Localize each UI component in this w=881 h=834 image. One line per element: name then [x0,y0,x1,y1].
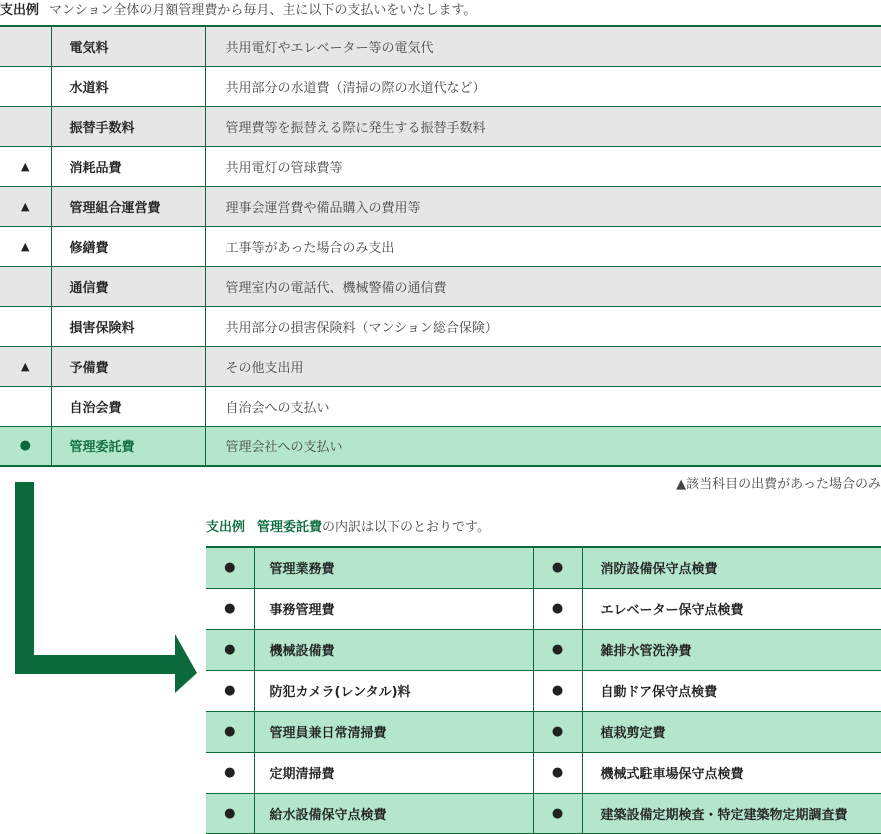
table-row [0,26,881,66]
bullet-icon: ● [533,629,582,670]
breakdown-item: 管理業務費 [254,547,533,588]
bullet-icon: ● [206,629,254,670]
row-item: 予備費 [51,346,205,386]
sub-heading [206,519,490,537]
row-mark: ▲ [0,226,51,266]
intro-text: マンション全体の月額管理費から毎月、主に以下の支払いをいたします。 [49,3,477,18]
bullet-icon: ● [206,752,254,793]
sub-heading-emph: 管理委託費 [257,520,323,535]
bullet-icon: ● [206,670,254,711]
table-row [206,588,881,629]
breakdown-item: 定期清掃費 [254,752,533,793]
bullet-icon: ● [533,670,582,711]
bullet-icon: ● [206,711,254,752]
breakdown-item: 雑排水管洗浄費 [582,629,881,670]
intro-lead: 支出例 [0,3,40,18]
bullet-icon: ● [533,793,582,834]
bullet-icon: ● [533,752,582,793]
table-row [0,426,881,466]
breakdown-item: 事務管理費 [254,588,533,629]
row-item: 振替手数料 [51,106,205,146]
row-mark [0,306,51,346]
breakdown-item: 消防設備保守点検費 [582,547,881,588]
breakdown-item: 植栽剪定費 [582,711,881,752]
table-row [0,66,881,106]
row-item: 損害保険料 [51,306,205,346]
row-mark: ▲ [0,186,51,226]
table-row [0,146,881,186]
table-row [0,106,881,146]
expense-table [0,25,881,467]
breakdown-item: エレベーター保守点検費 [582,588,881,629]
table-row [0,346,881,386]
row-item: 自治会費 [51,386,205,426]
table-row [206,547,881,588]
bullet-icon: ● [206,793,254,834]
row-mark: ● [0,426,51,466]
row-mark [0,386,51,426]
table-row [206,670,881,711]
row-desc: 理事会運営費や備品購入の費用等 [205,186,881,226]
table-row [206,629,881,670]
row-mark [0,26,51,66]
table-row [0,266,881,306]
row-desc: 自治会への支払い [205,386,881,426]
l-arrow-icon [0,482,200,694]
row-mark [0,66,51,106]
sub-heading-rest: の内訳は以下のとおりです。 [322,520,490,535]
bullet-icon: ● [206,588,254,629]
table-row [206,711,881,752]
row-mark [0,106,51,146]
bullet-icon: ● [533,588,582,629]
row-item: 電気料 [51,26,205,66]
breakdown-table [206,546,881,834]
row-mark [0,266,51,306]
breakdown-item: 建築設備定期検査・特定建築物定期調査費 [582,793,881,834]
breakdown-item: 給水設備保守点検費 [254,793,533,834]
row-item: 水道料 [51,66,205,106]
table-row [0,386,881,426]
row-desc: 共用部分の損害保険料（マンション総合保険） [205,306,881,346]
triangle-note: ▲該当科目の出費があった場合のみ [676,477,881,492]
row-item: 管理委託費 [51,426,205,466]
sub-heading-lead: 支出例 [206,520,246,535]
row-desc: 管理会社への支払い [205,426,881,466]
row-desc: 共用部分の水道費（清掃の際の水道代など） [205,66,881,106]
bullet-icon: ● [533,547,582,588]
bullet-icon: ● [533,711,582,752]
row-item: 管理組合運営費 [51,186,205,226]
row-item: 消耗品費 [51,146,205,186]
bullet-icon: ● [206,547,254,588]
row-desc: 管理室内の電話代、機械警備の通信費 [205,266,881,306]
row-mark: ▲ [0,346,51,386]
breakdown-item: 機械式駐車場保守点検費 [582,752,881,793]
table-row [0,226,881,266]
intro-line [0,2,476,20]
table-row [0,186,881,226]
table-row [206,752,881,793]
row-desc: 共用電灯の管球費等 [205,146,881,186]
breakdown-item: 管理員兼日常清掃費 [254,711,533,752]
table-row [206,793,881,834]
row-desc: その他支出用 [205,346,881,386]
row-mark: ▲ [0,146,51,186]
row-item: 通信費 [51,266,205,306]
breakdown-item: 自動ドア保守点検費 [582,670,881,711]
breakdown-item: 機械設備費 [254,629,533,670]
row-item: 修繕費 [51,226,205,266]
row-desc: 共用電灯やエレベーター等の電気代 [205,26,881,66]
table-row [0,306,881,346]
breakdown-item: 防犯カメラ(レンタル)料 [254,670,533,711]
row-desc: 工事等があった場合のみ支出 [205,226,881,266]
row-desc: 管理費等を振替える際に発生する振替手数料 [205,106,881,146]
